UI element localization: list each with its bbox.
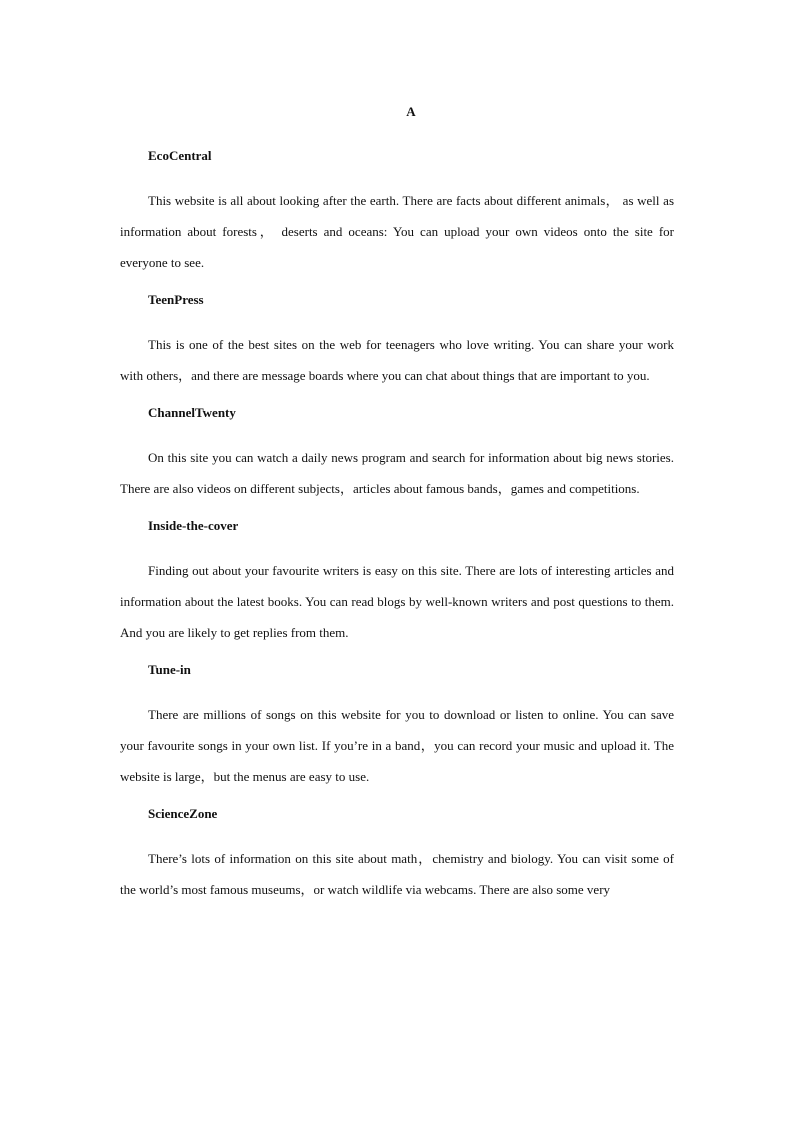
section-text-tune-in: There are millions of songs on this website for you to download or listen to online. You can save your favourite songs in your own list. If you’re in a band，you can record your music and upload it. The website is large，but the menus are easy to use. — [120, 707, 674, 784]
section-text-ecocentral: This website is all about looking after the earth. There are facts about different animals， as well as information about forests， deserts and oceans: You can upload your own videos onto the site for everyone to see. — [120, 193, 674, 270]
section-heading-tune-in: Tune-in — [148, 662, 191, 677]
document-body — [120, 147, 674, 918]
section-heading-teenpress: TeenPress — [148, 292, 204, 307]
section-heading-channeltwenty: ChannelTwenty — [148, 405, 236, 420]
section-text-inside-the-cover: Finding out about your favourite writers is easy on this site. There are lots of interesting articles and information about the latest books. You can read blogs by well-known writers and post questions to them. And you are likely to get replies from them. — [120, 563, 674, 640]
section-heading-ecocentral: EcoCentral — [148, 148, 212, 163]
section-text-teenpress: This is one of the best sites on the web for teenagers who love writing. You can share your work with others，and there are message boards where you can chat about things that are important to you. — [120, 337, 674, 383]
section-heading-inside-the-cover: Inside-the-cover — [148, 518, 239, 533]
page-title: A — [406, 104, 416, 119]
section-text-sciencezone: There’s lots of information on this site about math，chemistry and biology. You can visit some of the world’s most famous museums，or watch wildlife via webcams. There are also some very — [120, 851, 674, 897]
section-text-channeltwenty: On this site you can watch a daily news program and search for information about big news stories. There are also videos on different subjects，articles about famous bands，games and competitions. — [120, 450, 674, 496]
section-heading-sciencezone: ScienceZone — [148, 806, 218, 821]
